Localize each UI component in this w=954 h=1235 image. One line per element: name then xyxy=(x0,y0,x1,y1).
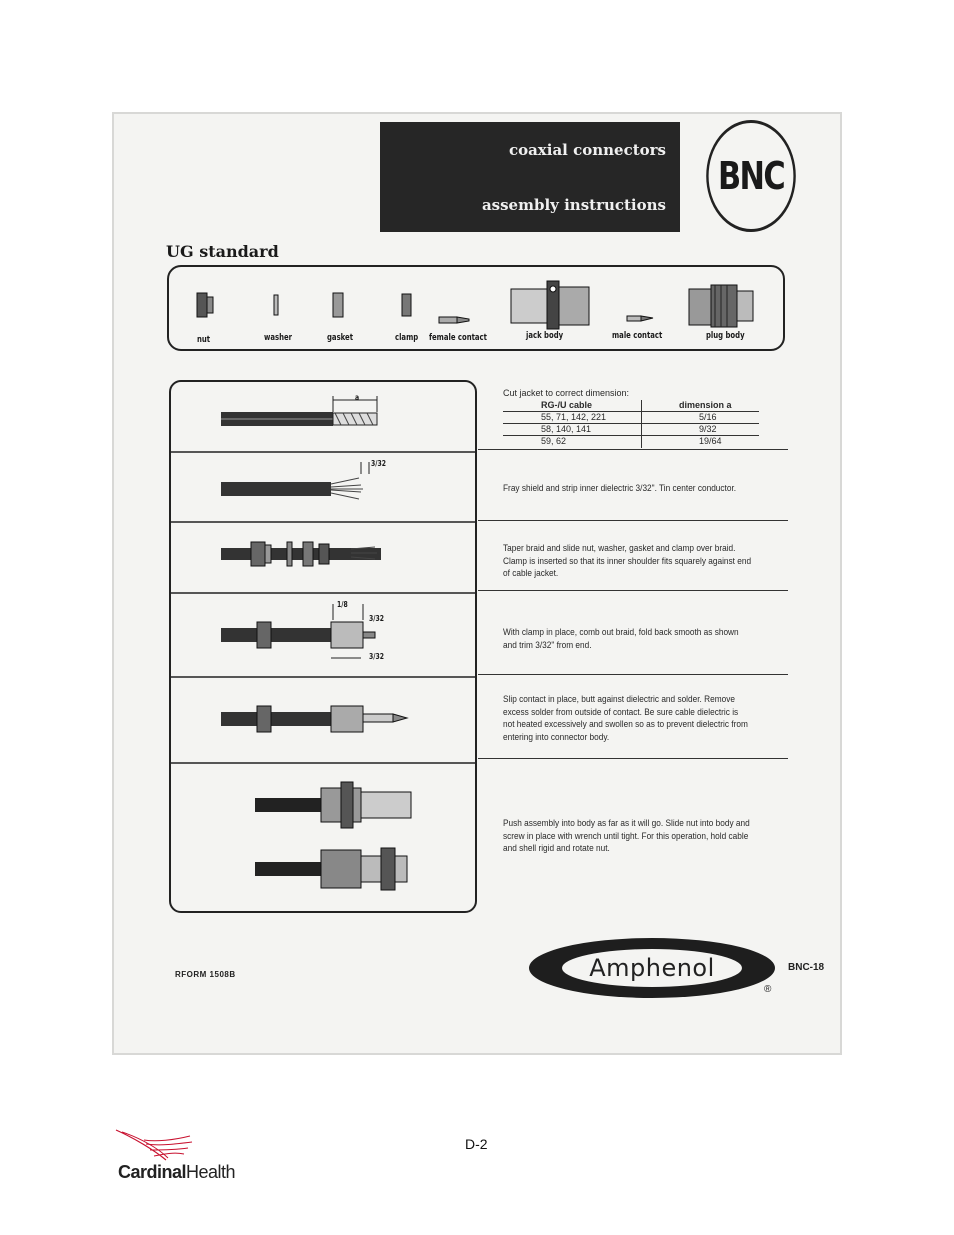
dim-value-1: 5/16 xyxy=(699,412,717,422)
amphenol-logo-text: Amphenol xyxy=(560,947,744,989)
steps-drawings xyxy=(171,382,475,911)
step3-dim-1: 1/8 xyxy=(337,600,348,609)
scanned-page xyxy=(112,112,842,1055)
part-label-female-contact: female contact xyxy=(429,333,487,343)
plug-body-drawing xyxy=(689,285,753,327)
female-contact-drawing xyxy=(439,317,469,323)
bnc-badge: BNC xyxy=(706,120,796,232)
slip-contact-drawing xyxy=(221,706,407,732)
part-label-clamp: clamp xyxy=(395,333,419,343)
step3-dim-3: 3/32 xyxy=(369,652,385,661)
step1-dim-label: 3/32 xyxy=(371,459,387,468)
dim-intro-row xyxy=(503,388,773,400)
step-text-5: Push assembly into body as far as it will go. Slide nut into body and screw in place with wrench until tight. For this operation, hold cable and shell rigid and rotate nut. xyxy=(503,818,750,853)
step-text-2: Taper braid and slide nut, washer, gasket and clamp over braid. Clamp is inserted so that its inner shoulder fits squarely against end of cable jacket. xyxy=(503,543,752,578)
slide-parts-drawing xyxy=(221,542,381,566)
dim-value-3: 19/64 xyxy=(699,436,722,446)
cut-cable-drawing xyxy=(221,396,377,426)
parts-box xyxy=(167,265,785,351)
nut-drawing xyxy=(197,293,213,317)
divider-1 xyxy=(478,449,788,450)
cardinal-bird-icon xyxy=(114,1128,194,1164)
document-code: BNC-18 xyxy=(788,962,825,973)
gasket-drawing xyxy=(333,293,343,317)
steps-drawing-box xyxy=(169,380,477,913)
dim-col-cable: RG-/U cable xyxy=(541,400,593,410)
dim-col-dimension: dimension a xyxy=(679,400,732,410)
jack-body-drawing xyxy=(511,281,589,329)
section-title: UG standard xyxy=(166,242,279,261)
part-label-plug-body: plug body xyxy=(706,331,745,341)
dim-row-3 xyxy=(503,436,773,448)
part-label-male-contact: male contact xyxy=(612,331,663,341)
registered-mark: ® xyxy=(764,984,772,995)
step-text-1: Fray shield and strip inner dielectric 3/32". Tin center conductor. xyxy=(503,483,737,493)
page-number: D-2 xyxy=(465,1136,488,1152)
comb-braid-drawing xyxy=(221,604,375,658)
part-label-washer: washer xyxy=(264,333,293,343)
step-text-4: Slip contact in place, butt against dielectric and solder. Remove excess solder from outside of contact. Be sure cable dielectric is not heated excessively and swollen so as to prevent dielectric from entering into connector body. xyxy=(503,694,748,742)
amphenol-logo xyxy=(529,938,775,998)
step-text-3: With clamp in place, comb out braid, fold back smooth as shown and trim 3/32" from end. xyxy=(503,627,739,650)
fray-shield-drawing xyxy=(221,462,369,499)
header-bar-coaxial: coaxial connectors xyxy=(380,122,680,177)
dim-cable-3: 59, 62 xyxy=(541,436,567,446)
form-number: RFORM 1508B xyxy=(175,970,236,979)
part-label-nut: nut xyxy=(197,335,211,345)
final-assembly-drawing xyxy=(255,782,411,890)
dim-value-2: 9/32 xyxy=(699,424,717,434)
dim-cable-1: 55, 71, 142, 221 xyxy=(541,412,607,422)
dim-cable-2: 58, 140, 141 xyxy=(541,424,592,434)
divider-3 xyxy=(478,590,788,591)
washer-drawing xyxy=(274,295,278,315)
header-bar-assembly: assembly instructions xyxy=(380,177,680,232)
divider-2 xyxy=(478,520,788,521)
cardinal-health-logo xyxy=(118,1128,268,1188)
male-contact-drawing xyxy=(627,316,653,321)
dim-intro: Cut jacket to correct dimension: xyxy=(503,388,630,398)
divider-5 xyxy=(478,758,788,759)
step3-dim-2: 3/32 xyxy=(369,614,385,623)
divider-4 xyxy=(478,674,788,675)
dimension-a-label: a xyxy=(355,393,360,402)
clamp-drawing xyxy=(402,294,411,316)
cardinal-health-wordmark: CardinalHealth xyxy=(118,1162,236,1182)
part-label-gasket: gasket xyxy=(327,333,354,343)
part-label-jack-body: jack body xyxy=(526,331,564,341)
